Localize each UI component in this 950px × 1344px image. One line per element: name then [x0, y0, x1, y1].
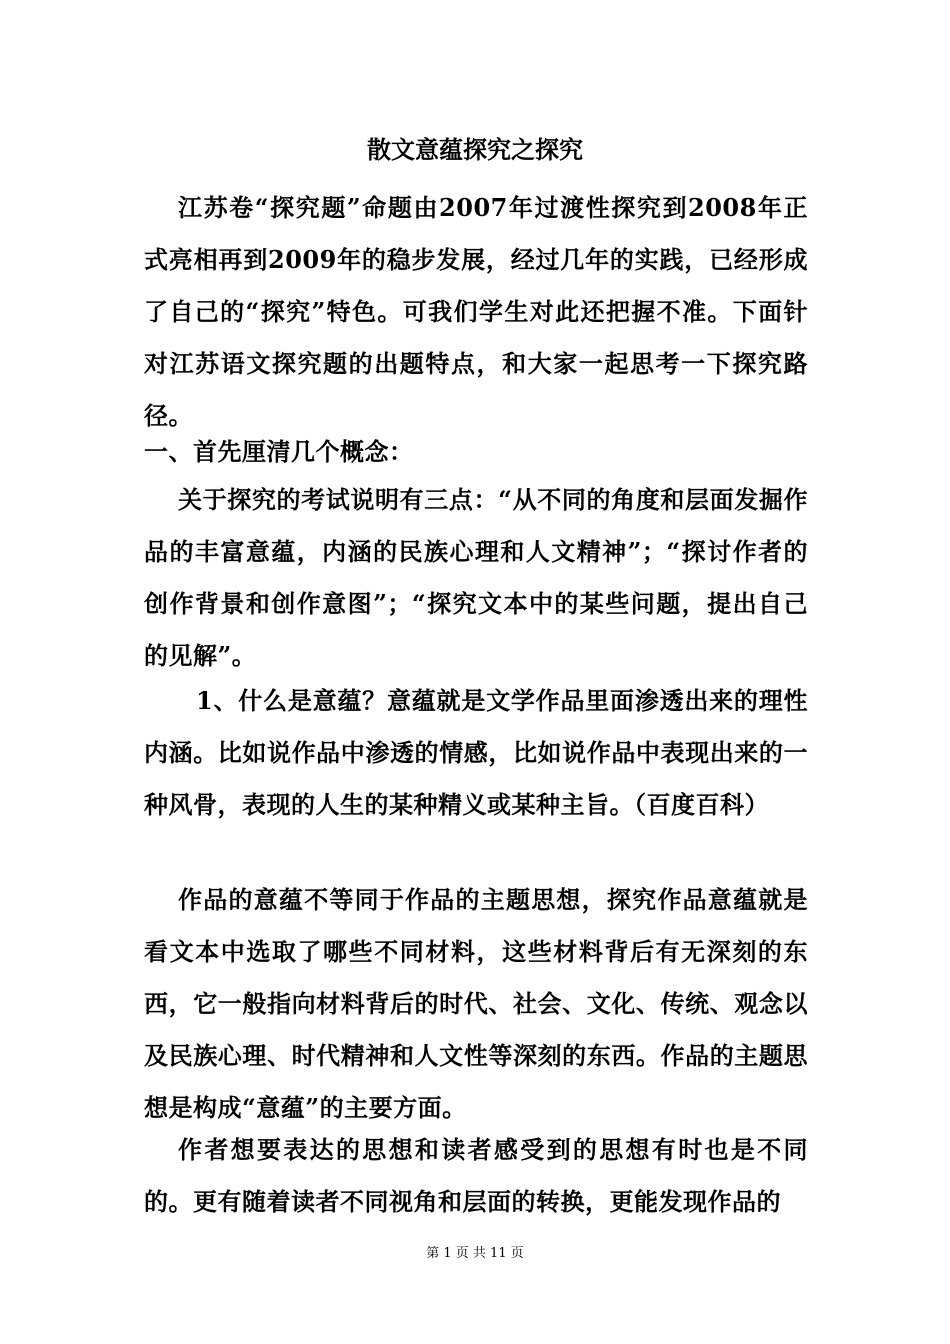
paragraph-exam-description: 关于探究的考试说明有三点：“从不同的角度和层面发掘作品的丰富意蕴，内涵的民族心理和人文精神”；“探讨作者的创作背景和创作意图”；“探究文本中的某些问题，提出自己的见解”。: [144, 485, 808, 670]
paragraph-yiyun-vs-theme: 作品的意蕴不等同于作品的主题思想，探究作品意蕴就是看文本中选取了哪些不同材料，这些材料背后有无深刻的东西，它一般指向材料背后的时代、社会、文化、传统、观念以及民族心理、时代精神和人文性等深刻的东西。作品的主题思想是构成“意蕴”的主要方面。: [144, 885, 808, 1122]
paragraph-intro: 江苏卷“探究题”命题由2007年过渡性探究到2008年正式亮相再到2009年的稳步发展，经过几年的实践，已经形成了自己的“探究”特色。可我们学生对此还把握不准。下面针对江苏语文探究题的出题特点，和大家一起思考一下探究路径。: [144, 193, 808, 430]
section-heading-concepts: 一、首先厘清几个概念：: [144, 437, 414, 466]
page-footer: 第 1 页 共 11 页: [426, 1246, 524, 1261]
document-title: 散文意蕴探究之探究: [367, 135, 583, 164]
paragraph-author-reader: 作者想要表达的思想和读者感受到的思想有时也是不同的。更有随着读者不同视角和层面的转换，更能发现作品的: [144, 1135, 808, 1216]
paragraph-what-is-yiyun: 1、什么是意蕴？意蕴就是文学作品里面渗透出来的理性内涵。比如说作品中渗透的情感，比如说作品中表现出来的一种风骨，表现的人生的某种精义或某种主旨。（百度百科）: [144, 686, 808, 819]
